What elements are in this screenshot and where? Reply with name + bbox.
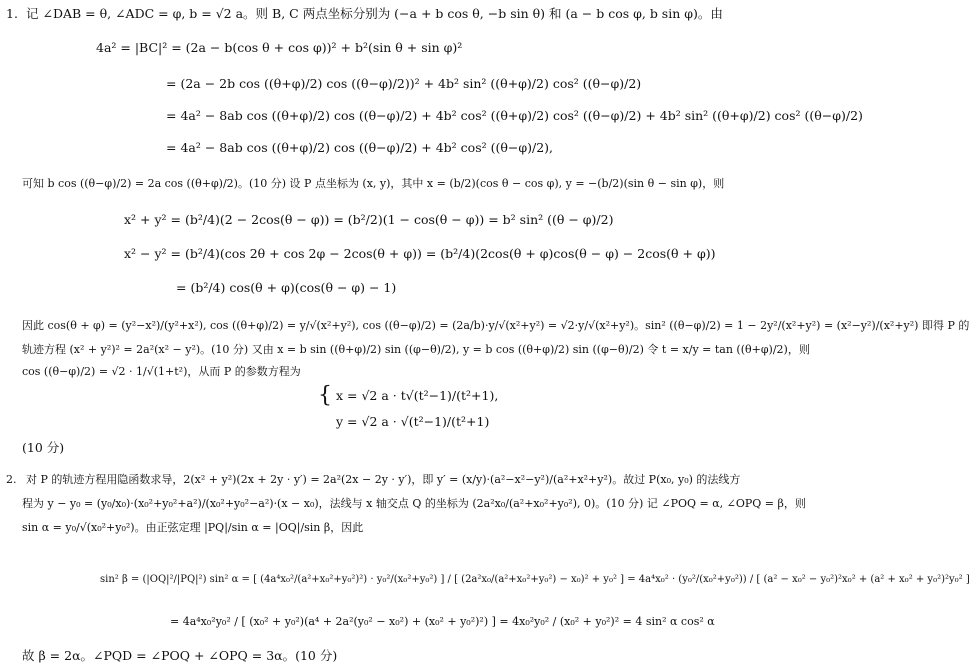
problem1-param1: x = √2 a · t√(t²−1)/(t²+1), <box>336 388 499 403</box>
problem2-line2: 程为 y − y₀ = (y₀/x₀)·(x₀²+y₀²+a²)/(x₀²+y₀²−a²)·(x − x₀)，法线与 x 轴交点 Q 的坐标为 (2a²x₀/(a²+x₀²+y₀²), 0)。(10 分) 记 ∠POQ = α, ∠OPQ = β，则 <box>22 497 806 510</box>
problem1-text3c: cos ((θ−φ)/2) = √2 · 1/√(1+t²)，从而 P 的参数方程为 <box>22 365 301 378</box>
problem2-eq2: = 4a⁴x₀²y₀² / [ (x₀² + y₀²)(a⁴ + 2a²(y₀² − x₀²) + (x₀² + y₀²)²) ] = 4x₀²y₀² / (x₀² + y₀²)² = 4 sin² α cos² α <box>170 615 715 628</box>
problem2-conclusion: 故 β = 2α。∠PQD = ∠POQ + ∠OPQ = 3α。(10 分) <box>22 648 338 663</box>
problem1-param2: y = √2 a · √(t²−1)/(t²+1) <box>336 414 490 429</box>
problem1-text3b: 轨迹方程 (x² + y²)² = 2a²(x² − y²)。(10 分) 又由 x = b sin ((θ+φ)/2) sin ((φ−θ)/2), y = b cos ((θ+φ)/2) sin ((φ−θ)/2) 令 t = x/y = tan ((θ+φ)/2)，则 <box>22 343 810 356</box>
problem1-score: (10 分) <box>22 440 65 455</box>
problem1-intro: 1. 记 ∠DAB = θ, ∠ADC = φ, b = √2 a。则 B, C 两点坐标分别为 (−a + b cos θ, −b sin θ) 和 (a − b cos φ, b sin φ)。由 <box>6 6 723 21</box>
problem1-eq5: x² + y² = (b²/4)(2 − 2cos(θ − φ)) = (b²/2)(1 − cos(θ − φ)) = b² sin² ((θ − φ)/2) <box>124 212 614 227</box>
problem1-text3a: 因此 cos(θ + φ) = (y²−x²)/(y²+x²), cos ((θ+φ)/2) = y/√(x²+y²), cos ((θ−φ)/2) = (2a/b)·y/√(x²+y²) = √2·y/√(x²+y²)。sin² ((θ−φ)/2) = 1 − 2y²/(x²+y²) = (x²−y²)/(x²+y²) 即得 P 的 <box>22 319 970 332</box>
problem2-number: 2. <box>6 473 17 486</box>
param-brace: { <box>318 383 332 408</box>
problem1-number: 1. <box>6 6 18 21</box>
problem1-eq7: = (b²/4) cos(θ + φ)(cos(θ − φ) − 1) <box>176 280 397 295</box>
problem1-eq1: 4a² = |BC|² = (2a − b(cos θ + cos φ))² + b²(sin θ + sin φ)² <box>96 40 463 55</box>
problem1-eq4: = 4a² − 8ab cos ((θ+φ)/2) cos ((θ−φ)/2) + 4b² cos² ((θ−φ)/2), <box>166 140 553 155</box>
problem1-eq6: x² − y² = (b²/4)(cos 2θ + cos 2φ − 2cos(θ + φ)) = (b²/4)(2cos(θ + φ)cos(θ − φ) − 2cos(θ + φ)) <box>124 246 716 261</box>
problem2-line3: sin α = y₀/√(x₀²+y₀²)。由正弦定理 |PQ|/sin α = |OQ|/sin β，因此 <box>22 521 364 534</box>
problem2-eq1: sin² β = (|OQ|²/|PQ|²) sin² α = [ (4a⁴x₀²/(a²+x₀²+y₀²)²) · y₀²/(x₀²+y₀²) ] / [ (2a²x₀/(a²+x₀²+y₀²) − x₀)² + y₀² ] = 4a⁴x₀² · (y₀²/(x₀²+y₀²)) / [ (a² − x₀² − y₀²)²x₀² + (a² + x₀² + y₀²)²y₀² ] <box>100 574 970 585</box>
problem2-line1: 2. 对 P 的轨迹方程用隐函数求导，2(x² + y²)(2x + 2y · y′) = 2a²(2x − 2y · y′)，即 y′ = (x/y)·(a²−x²−y²)/(a²+x²+y²)。故过 P(x₀, y₀) 的法线方 <box>6 473 741 486</box>
problem1-eq3: = 4a² − 8ab cos ((θ+φ)/2) cos ((θ−φ)/2) + 4b² cos² ((θ+φ)/2) cos² ((θ−φ)/2) + 4b² sin² ((θ+φ)/2) cos² ((θ−φ)/2) <box>166 108 863 123</box>
problem1-text2: 可知 b cos ((θ−φ)/2) = 2a cos ((θ+φ)/2)。(10 分) 设 P 点坐标为 (x, y)，其中 x = (b/2)(cos θ − cos φ), y = −(b/2)(sin θ − sin φ)，则 <box>22 177 725 190</box>
problem1-eq2: = (2a − 2b cos ((θ+φ)/2) cos ((θ−φ)/2))² + 4b² sin² ((θ+φ)/2) cos² ((θ−φ)/2) <box>166 76 642 91</box>
